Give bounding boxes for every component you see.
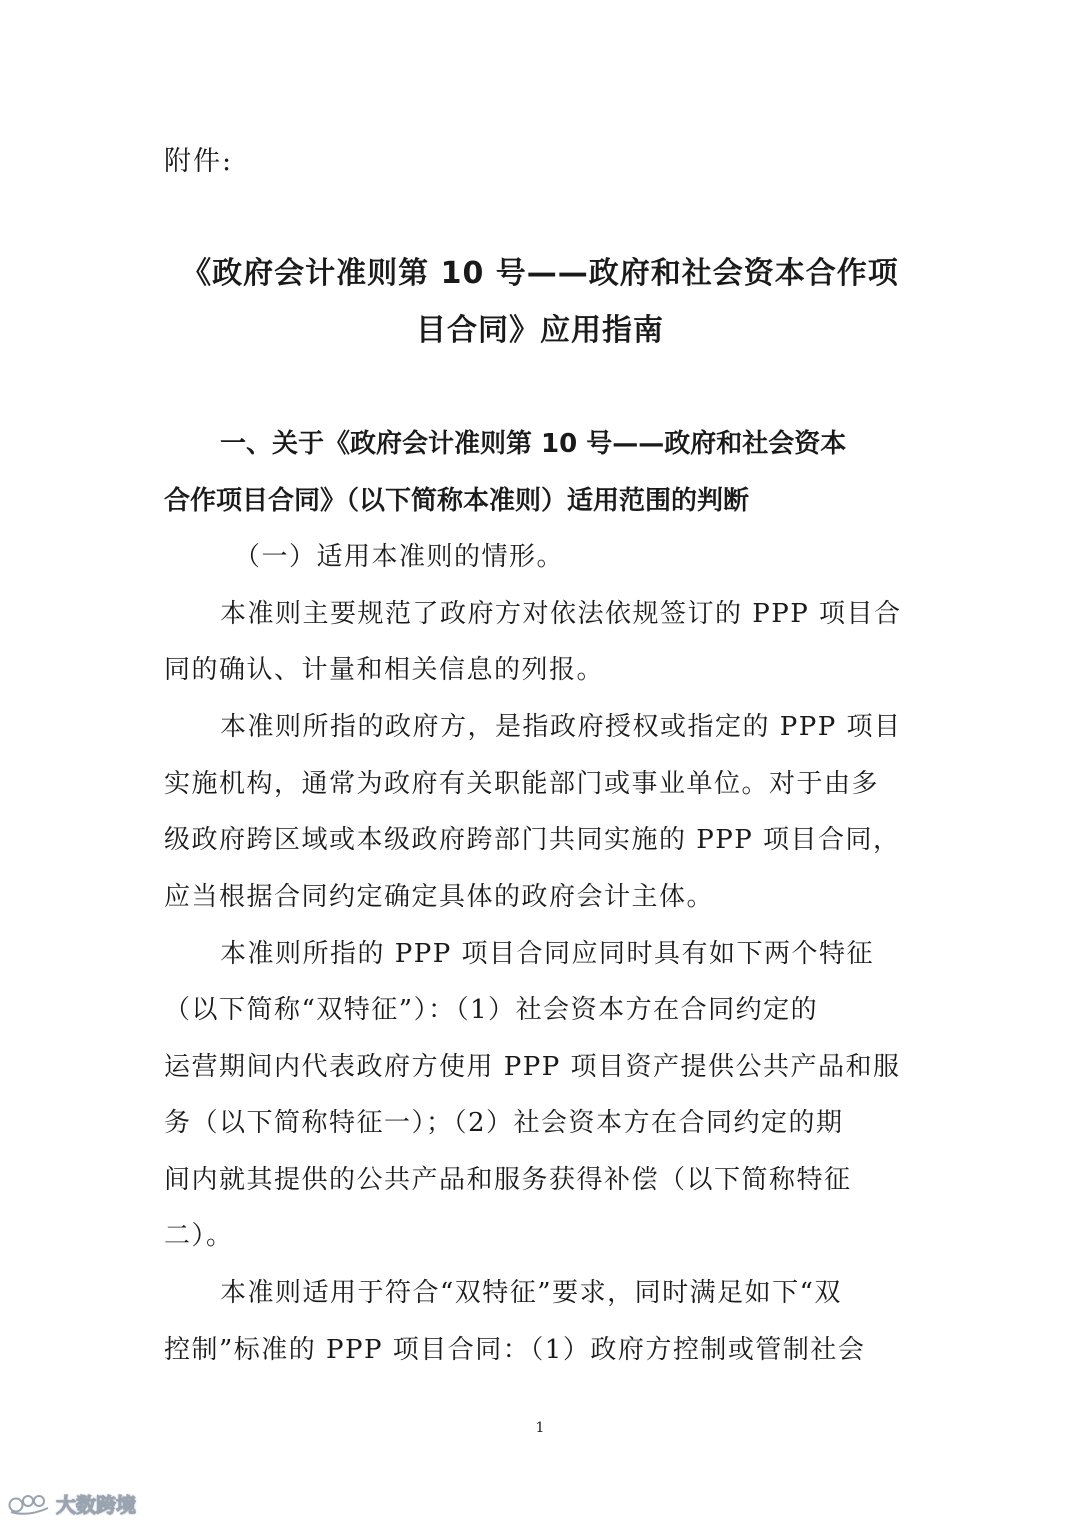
document-title-line-1: 《政府会计准则第 10 号——政府和社会资本合作项 [181,256,899,291]
paragraph-line: 应当根据合同约定确定具体的政府会计主体。 [164,882,715,912]
paragraph-line: （以下简称“双特征”）：（1）社会资本方在合同约定的 [164,995,819,1025]
paragraph-line: 本准则所指的 PPP 项目合同应同时具有如下两个特征 [220,939,875,969]
paragraph-line: 同的确认、计量和相关信息的列报。 [164,655,605,685]
paragraph-line: 运营期间内代表政府方使用 PPP 项目资产提供公共产品和服 [164,1052,901,1082]
annex-label: 附件: [164,146,234,177]
paragraph-line: 级政府跨区域或本级政府跨部门共同实施的 PPP 项目合同， [164,825,901,855]
section-heading-line-1: 一、关于《政府会计准则第 10 号——政府和社会资本 [220,429,847,459]
document-title-line-2: 目合同》应用指南 [416,313,664,348]
section-heading-line-2: 合作项目合同》（以下简称本准则）适用范围的判断 [164,486,750,516]
paragraph-line: 控制”标准的 PPP 项目合同：（1）政府方控制或管制社会 [164,1335,866,1365]
watermark [8,1488,136,1518]
subsection-heading: （一）适用本准则的情形。 [234,542,565,572]
page-number: 1 [535,1420,545,1436]
paragraph-line: 务（以下简称特征一）；（2）社会资本方在合同约定的期 [164,1108,844,1138]
paragraph-line: 间内就其提供的公共产品和服务获得补偿（以下简称特征 [164,1165,852,1195]
watermark-logo-icon [8,1490,52,1516]
watermark-text: 大数跨境 [56,1492,136,1517]
paragraph-line: 本准则所指的政府方，是指政府授权或指定的 PPP 项目 [220,712,902,742]
paragraph-line: 本准则主要规范了政府方对依法依规签订的 PPP 项目合 [220,599,902,629]
paragraph-line: 二）。 [164,1221,234,1251]
paragraph-line: 实施机构，通常为政府有关职能部门或事业单位。对于由多 [164,769,880,799]
paragraph-line: 本准则适用于符合“双特征”要求，同时满足如下“双 [220,1278,842,1308]
